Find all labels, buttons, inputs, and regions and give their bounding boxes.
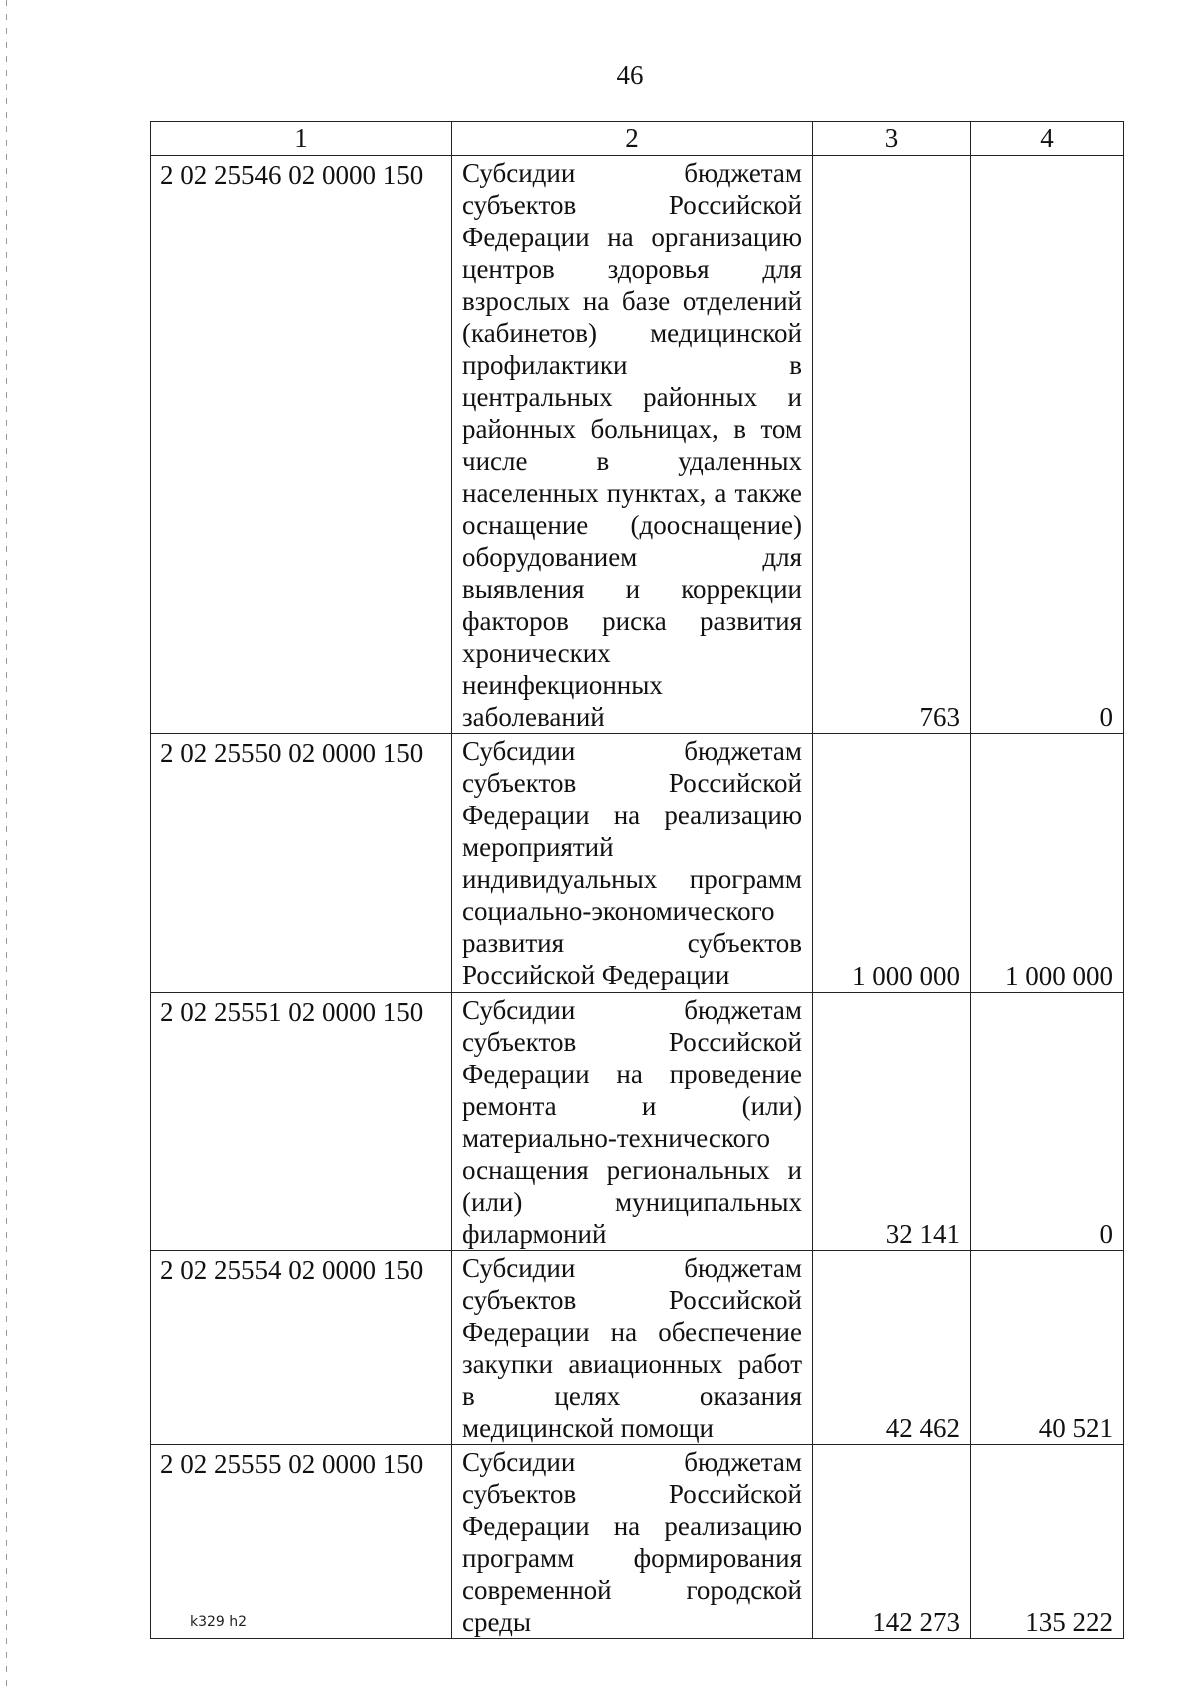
table-header-row xyxy=(151,122,1124,156)
budget-description: Субсидии бюджетам субъектов Российской Федерации на организацию центров здоровья для взрослых на базе отделений (кабинетов) медицинской профилактики в центральных районных и районных больницах, в том числе в удаленных населенных пунктах, а также оснащение (дооснащение) оборудованием для выявления и коррекции факторов риска развития хронических неинфекционных заболеваний xyxy=(452,156,813,734)
amount-col3: 763 xyxy=(813,156,971,734)
scan-edge-line xyxy=(6,0,7,1686)
table-row xyxy=(151,156,1124,734)
column-header-4: 4 xyxy=(971,122,1124,156)
table-row xyxy=(151,734,1124,993)
budget-description: Субсидии бюджетам субъектов Российской Федерации на проведение ремонта и (или) материально-технического оснащения региональных и (или) муниципальных филармоний xyxy=(452,993,813,1251)
budget-code: 2 02 25551 02 0000 150 xyxy=(151,993,452,1251)
budget-code: 2 02 25546 02 0000 150 xyxy=(151,156,452,734)
budget-table xyxy=(150,121,1124,1639)
budget-description: Субсидии бюджетам субъектов Российской Федерации на реализацию программ формирования современной городской среды xyxy=(452,1445,813,1639)
amount-col3: 32 141 xyxy=(813,993,971,1251)
budget-description: Субсидии бюджетам субъектов Российской Федерации на реализацию мероприятий индивидуальных программ социально-экономического развития субъектов Российской Федерации xyxy=(452,734,813,993)
amount-col4: 0 xyxy=(971,156,1124,734)
budget-code: 2 02 25550 02 0000 150 xyxy=(151,734,452,993)
amount-col4: 0 xyxy=(971,993,1124,1251)
column-header-3: 3 xyxy=(813,122,971,156)
amount-col3: 142 273 xyxy=(813,1445,971,1639)
budget-code: 2 02 25555 02 0000 150 xyxy=(151,1445,452,1639)
amount-col4: 1 000 000 xyxy=(971,734,1124,993)
table-row xyxy=(151,1445,1124,1639)
document-footer-code: k329 h2 xyxy=(190,1614,248,1630)
column-header-1: 1 xyxy=(151,122,452,156)
column-header-2: 2 xyxy=(452,122,813,156)
amount-col4: 135 222 xyxy=(971,1445,1124,1639)
budget-description: Субсидии бюджетам субъектов Российской Федерации на обеспечение закупки авиационных работ в целях оказания медицинской помощи xyxy=(452,1251,813,1445)
amount-col4: 40 521 xyxy=(971,1251,1124,1445)
page-number: 46 xyxy=(616,60,644,90)
amount-col3: 1 000 000 xyxy=(813,734,971,993)
table-row xyxy=(151,993,1124,1251)
table-row xyxy=(151,1251,1124,1445)
amount-col3: 42 462 xyxy=(813,1251,971,1445)
budget-code: 2 02 25554 02 0000 150 xyxy=(151,1251,452,1445)
